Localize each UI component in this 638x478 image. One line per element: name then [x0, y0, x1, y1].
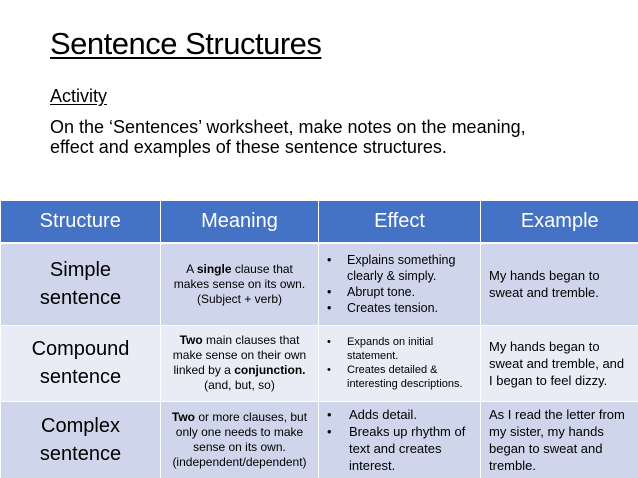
table-header-row — [1, 201, 638, 243]
table-row — [1, 243, 638, 325]
meaning-note: (Subject + verb) — [196, 291, 283, 306]
structure-name-suffix: sentence — [39, 442, 122, 465]
meaning-cell — [161, 243, 319, 325]
activity-heading: Activity — [50, 86, 108, 106]
example-cell: As I read the letter from my sister, my hands began to sweat and tremble. — [481, 401, 638, 478]
structure-name: Simple — [49, 259, 112, 282]
header-structure: Structure — [1, 201, 161, 243]
meaning-text: Two main clauses that make sense on their own linked by a conjunction. — [172, 333, 307, 377]
effect-item: • Adds detail. — [327, 406, 417, 422]
bullet-icon: • — [327, 336, 331, 348]
table-row — [1, 325, 638, 401]
header-example: Example — [481, 201, 638, 243]
effect-item: • Creates tension. — [327, 301, 439, 316]
bullet-icon: • — [327, 406, 332, 422]
effect-item: • Explains something clearly & simply. — [327, 253, 456, 284]
effect-list — [325, 335, 474, 391]
structure-name: Compound — [31, 338, 130, 360]
meaning-note: (independent/dependent) — [172, 454, 307, 469]
example-cell: My hands began to sweat and tremble, and I began to feel dizzy. — [481, 325, 638, 401]
structure-name: Complex — [41, 414, 120, 437]
structure-name-suffix: sentence — [39, 287, 122, 310]
effect-list — [325, 406, 474, 474]
meaning-cell — [161, 401, 319, 478]
structure-cell — [1, 325, 161, 401]
effect-item: • Abrupt tone. — [327, 285, 416, 300]
table-row — [1, 401, 638, 478]
bullet-icon: • — [327, 364, 331, 376]
effect-item: • Expands on initial statement. — [327, 336, 434, 362]
meaning-text: Two or more clauses, but only one needs to make sense on its own. — [171, 409, 308, 454]
structure-cell — [1, 243, 161, 325]
effect-cell — [319, 243, 481, 325]
effect-cell — [319, 325, 481, 401]
bullet-icon: • — [327, 423, 332, 439]
effect-cell — [319, 401, 481, 478]
effect-item: • Creates detailed & interesting descriptions. — [327, 364, 463, 390]
bullet-icon: • — [327, 285, 332, 300]
bullet-icon: • — [327, 253, 332, 268]
example-cell: My hands began to sweat and tremble. — [481, 243, 638, 325]
header-meaning: Meaning — [161, 201, 319, 243]
sentence-structure-table — [0, 201, 638, 478]
structure-name-suffix: sentence — [39, 366, 122, 388]
meaning-cell — [161, 325, 319, 401]
bullet-icon: • — [327, 301, 332, 316]
meaning-text: A single clause that makes sense on its own. — [173, 261, 306, 291]
effect-item: • Breaks up rhythm of text and creates interest. — [327, 423, 466, 473]
page-title: Sentence Structures — [50, 26, 322, 61]
effect-list — [325, 252, 474, 316]
structure-cell — [1, 401, 161, 478]
instruction-text: On the ‘Sentences’ worksheet, make notes on the meaning, effect and examples of these sentence structures. — [50, 117, 526, 157]
meaning-note: (and, but, so) — [204, 378, 275, 392]
header-effect: Effect — [319, 201, 481, 243]
